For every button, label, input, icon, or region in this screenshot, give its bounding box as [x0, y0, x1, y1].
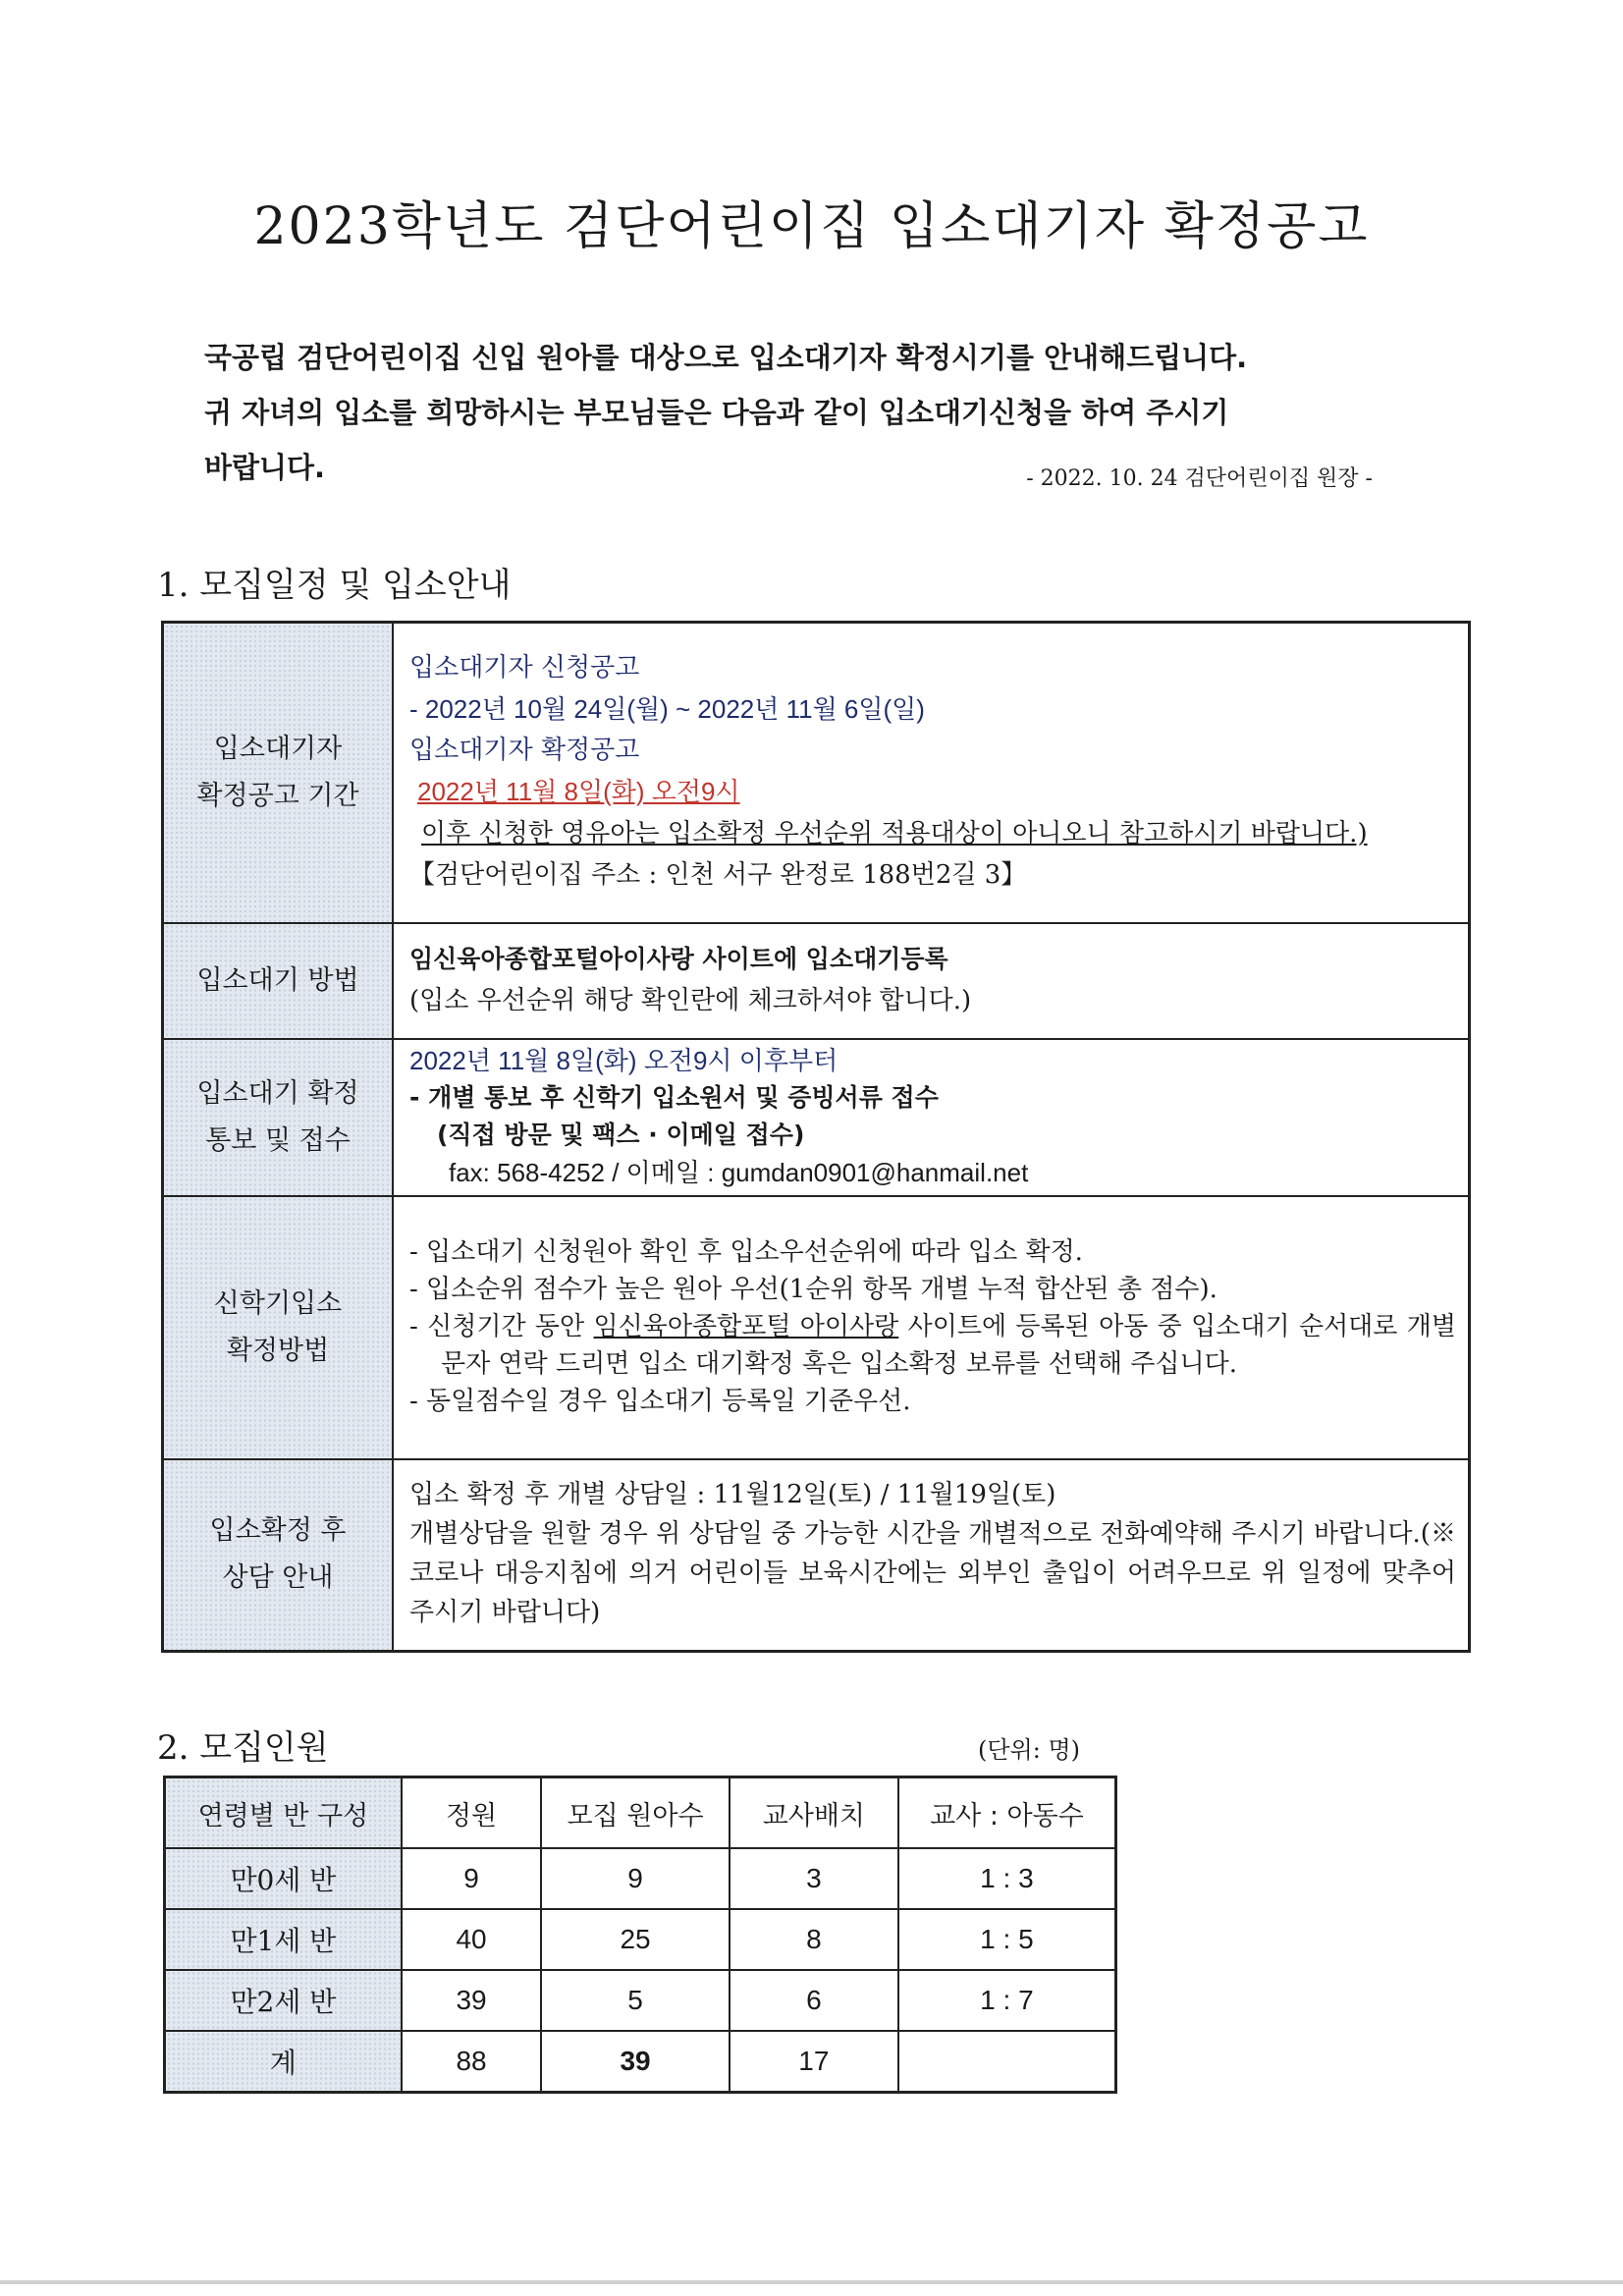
table-row: [165, 2031, 1116, 2093]
section-1-heading: 1. 모집일정 및 입소안내: [157, 566, 512, 605]
table-row: [163, 623, 1470, 923]
row-content: [393, 923, 1470, 1039]
table-cell: 1 : 3: [898, 1848, 1116, 1909]
table-cell: 6: [730, 1970, 898, 2031]
table-row: [163, 1459, 1470, 1652]
table-header: 교사 : 아동수: [898, 1777, 1116, 1849]
table-header-row: [165, 1777, 1116, 1849]
notify-date: 2022년 11월 8일(화) 오전9시 이후부터: [409, 1045, 839, 1075]
intro-line-2: 귀 자녀의 입소를 희망하시는 부모님들은 다음과 같이 입소대기신청을 하여 주시기: [204, 396, 1229, 429]
list-item: - 입소대기 신청원아 확인 후 입소우선순위에 따라 입소 확정.: [409, 1236, 1083, 1267]
table-cell: 9: [541, 1848, 730, 1909]
list-item: - 입소순위 점수가 높은 원아 우선(1순위 항목 개별 누적 합산된 총 점수).: [409, 1274, 1217, 1304]
table-cell: 17: [730, 2031, 898, 2093]
application-title: 입소대기자 신청공고: [409, 653, 640, 683]
method-line: 임신육아종합포털아이사랑 사이트에 입소대기등록: [409, 944, 948, 973]
row-label: [163, 1039, 394, 1196]
page-title: 2023학년도 검단어린이집 입소대기자 확정공고: [253, 197, 1370, 256]
table-row: [165, 1970, 1116, 2031]
list-item-text: 사이트에 등록된 아동 중 입소대기 순서대로 개별 문자 연락 드리면 입소 대기확정 혹은 입소확정 보류를 선택해 주십니다.: [441, 1311, 1456, 1379]
table-header: 연령별 반 구성: [165, 1777, 402, 1849]
list-item: [409, 1308, 1456, 1383]
confirm-date: 2022년 11월 8일(화) 오전9시: [417, 777, 740, 807]
table-cell: 25: [541, 1909, 730, 1970]
section-2-heading: 2. 모집인원: [157, 1728, 329, 1768]
notice-text: 이후 신청한 영유아는 입소확정 우선순위 적용대상이 아니오니 참고하시기 바랍니다.): [421, 819, 1368, 849]
table-cell: 계: [165, 2031, 402, 2093]
row-content: [393, 623, 1470, 923]
scan-edge-divider: [0, 2280, 1623, 2284]
row-label-line: 신학기입소: [213, 1287, 343, 1319]
table-header: 모집 원아수: [541, 1777, 730, 1849]
table-cell: 1 : 7: [898, 1970, 1116, 2031]
table-cell: 9: [402, 1848, 541, 1909]
table-cell: 39: [541, 2031, 730, 2093]
portal-name: 임신육아종합포털 아이사랑: [593, 1311, 899, 1341]
schedule-table: [161, 621, 1471, 1653]
row-label-line: 확정방법: [226, 1335, 330, 1366]
method-line: (입소 우선순위 해당 확인란에 체크하셔야 합니다.): [409, 985, 972, 1015]
application-period: - 2022년 10월 24일(월) ~ 2022년 11월 6일(일): [409, 694, 925, 725]
row-label-line: 입소대기 확정: [196, 1077, 359, 1109]
intro-line-3: 바랍니다.: [204, 451, 326, 484]
row-label-line: 확정공고 기간: [196, 780, 359, 811]
quota-table: [163, 1776, 1117, 2094]
row-label: [163, 623, 394, 923]
address-text: 【검단어린이집 주소 : 인천 서구 완정로 188번2길 3】: [409, 860, 1027, 891]
notify-line: (직접 방문 및 팩스 · 이메일 접수): [437, 1120, 805, 1149]
table-header: 교사배치: [730, 1777, 898, 1849]
list-item: - 동일점수일 경우 입소대기 등록일 기준우선.: [409, 1386, 911, 1416]
table-cell: [898, 2031, 1116, 2093]
table-cell: 39: [402, 1970, 541, 2031]
row-content: [393, 1039, 1470, 1196]
table-row: [165, 1909, 1116, 1970]
confirm-title: 입소대기자 확정공고: [409, 736, 640, 766]
row-label-line: 통보 및 접수: [205, 1124, 351, 1156]
contact-line: fax: 568-4252 / 이메일 : gumdan0901@hanmail.net: [449, 1157, 1029, 1187]
intro-line-1: 국공립 검단어린이집 신입 원아를 대상으로 입소대기자 확정시기를 안내해드립니다.: [204, 341, 1248, 374]
signature: - 2022. 10. 24 검단어린이집 원장 -: [1026, 466, 1373, 491]
consult-note: 개별상담을 원할 경우 위 상담일 중 가능한 시간을 개별적으로 전화예약해 주시기 바랍니다.(※ 코로나 대응지침에 의거 어린이들 보육시간에는 외부인 출입이 어려우므로 위 일정에 맞추어 주시기 바랍니다): [409, 1519, 1456, 1628]
table-row: [163, 1039, 1470, 1196]
row-label: [163, 1459, 394, 1652]
row-label: [163, 1196, 394, 1459]
notify-line: - 개별 통보 후 신학기 입소원서 및 증빙서류 접수: [409, 1082, 939, 1112]
consult-date-line: 입소 확정 후 개별 상담일 : 11월12일(토) / 11월19일(토): [409, 1480, 1056, 1510]
unit-note: (단위: 명): [978, 1736, 1080, 1764]
table-row: [165, 1848, 1116, 1909]
table-cell: 8: [730, 1909, 898, 1970]
table-cell: 만1세 반: [165, 1909, 402, 1970]
table-cell: 5: [541, 1970, 730, 2031]
table-cell: 40: [402, 1909, 541, 1970]
row-label-line: 입소대기자: [213, 733, 343, 764]
table-cell: 만0세 반: [165, 1848, 402, 1909]
table-header: 정원: [402, 1777, 541, 1849]
table-cell: 1 : 5: [898, 1909, 1116, 1970]
table-cell: 만2세 반: [165, 1970, 402, 2031]
row-label: 입소대기 방법: [163, 923, 394, 1039]
row-content: [393, 1459, 1470, 1652]
list-item-text: - 신청기간 동안: [409, 1311, 594, 1341]
row-label-line: 상담 안내: [222, 1562, 334, 1594]
row-content: [393, 1196, 1470, 1459]
table-cell: 88: [402, 2031, 541, 2093]
table-cell: 3: [730, 1848, 898, 1909]
row-label-line: 입소확정 후: [209, 1515, 347, 1547]
table-row: [163, 923, 1470, 1039]
table-row: [163, 1196, 1470, 1459]
intro-paragraph: [204, 330, 1402, 495]
